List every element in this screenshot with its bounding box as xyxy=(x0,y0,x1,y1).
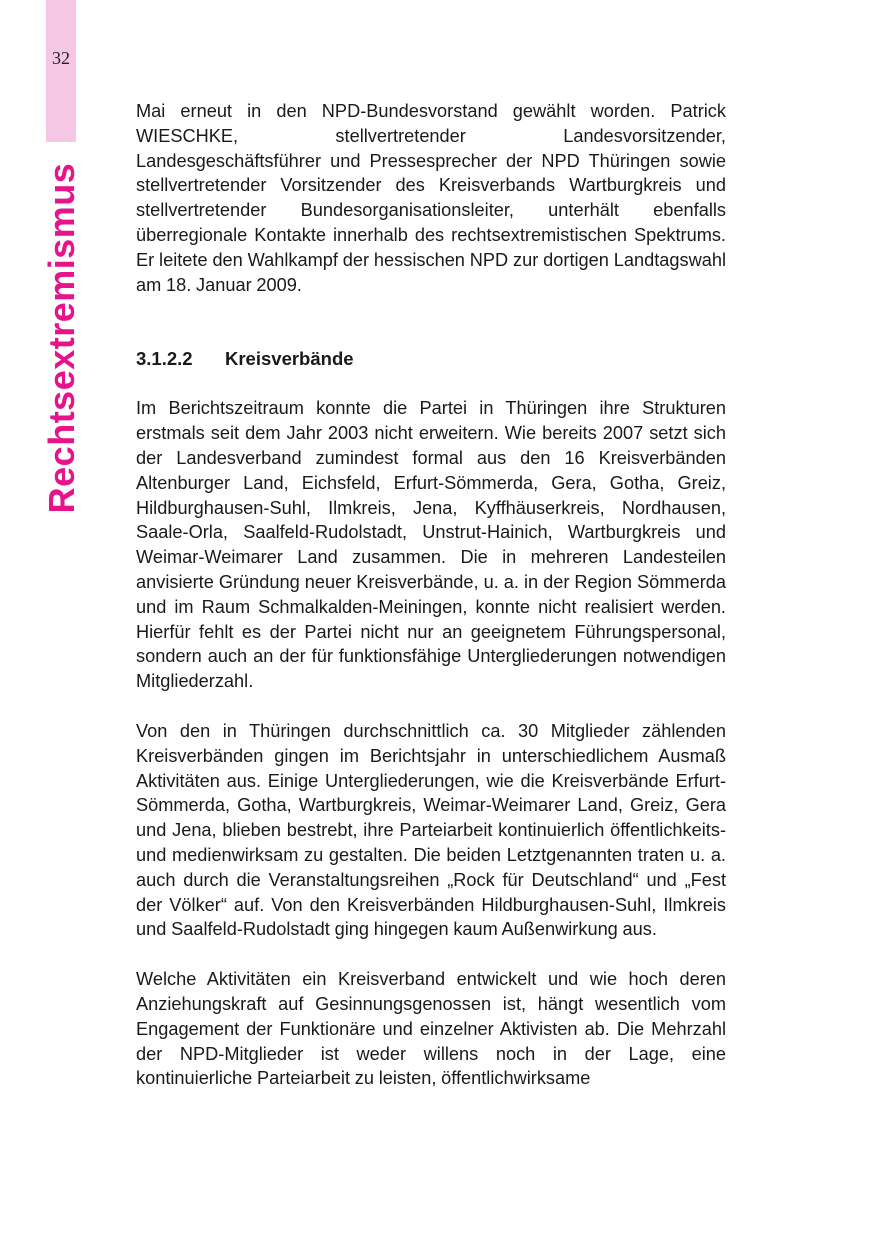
body-text xyxy=(136,99,726,1091)
paragraph-structures: Im Berichtszeitraum konnte die Partei in Thüringen ihre Strukturen erstmals seit dem Jahr 2003 nicht erweitern. Wie bereits 2007 setzt sich der Landesverband zumindest formal aus den 16 Kreisverbänden Altenburger Land, Eichsfeld, Erfurt-Sömmerda, Gera, Gotha, Greiz, Hildburghausen-Suhl, Ilmkreis, Jena, Kyffhäuserkreis, Nordhausen, Saale-Orla, Saalfeld-Rudolstadt, Unstrut-Hainich, Wartburgkreis und Weimar-Weimarer Land zusammen. Die in mehreren Landesteilen anvisierte Gründung neuer Kreisverbände, u. a. in der Region Sömmerda und im Raum Schmalkalden-Meiningen, konnte nicht realisiert werden. Hierfür fehlt es der Partei nicht nur an geeignetem Führungspersonal, sondern auch an der für funktionsfähige Untergliederungen notwendigen Mitgliederzahl. xyxy=(136,398,726,692)
section-number: 3.1.2.2 xyxy=(136,348,193,370)
paragraph-activities: Von den in Thüringen durchschnittlich ca. 30 Mitglieder zählenden Kreisverbänden gingen im Berichtsjahr in unterschiedlichem Ausmaß Aktivitäten aus. Einige Untergliederungen, wie die Kreisverbände Erfurt-Sömmerda, Gotha, Wartburgkreis, Weimar-Weimarer Land, Greiz, Gera und Jena, blieben bestrebt, ihre Parteiarbeit kontinuierlich öffentlichkeits- und medienwirksam zu gestalten. Die beiden Letztgenannten traten u. a. auch durch die Veranstaltungsreihen „Rock für Deutschland“ und „Fest der Völker“ auf. Von den Kreisverbänden Hildburghausen-Suhl, Ilmkreis und Saalfeld-Rudolstadt ging hingegen kaum Außenwirkung aus. xyxy=(136,720,726,940)
section-heading xyxy=(136,347,726,371)
page-number-tab xyxy=(46,0,76,142)
section-label: Rechtsextremismus xyxy=(41,162,82,514)
page-number: 32 xyxy=(52,48,70,68)
section-title: Kreisverbände xyxy=(225,348,354,370)
paragraph-engagement: Welche Aktivitäten ein Kreisverband entwickelt und wie hoch deren Anziehungskraft auf Gesinnungsgenossen ist, hängt wesentlich vom Engagement der Funktionäre und einzelner Aktivisten ab. Die Mehrzahl der NPD-Mitglieder ist weder willens noch in der Lage, eine kontinuierliche Parteiarbeit zu leisten, öffentlichwirksame xyxy=(136,969,726,1089)
intro-paragraph: Mai erneut in den NPD-Bundesvorstand gewählt worden. Patrick WIESCHKE, stellvertretender Landesvorsitzender, Landesgeschäftsführer und Pressesprecher der NPD Thüringen sowie stellvertretender Vorsitzender des Kreisverbands Wartburgkreis und stellvertretender Bundesorganisationsleiter, unterhält ebenfalls überregionale Kontakte innerhalb des rechtsextremistischen Spektrums. Er leitete den Wahlkampf der hessischen NPD zur dortigen Landtagswahl am 18. Januar 2009. xyxy=(136,101,726,295)
